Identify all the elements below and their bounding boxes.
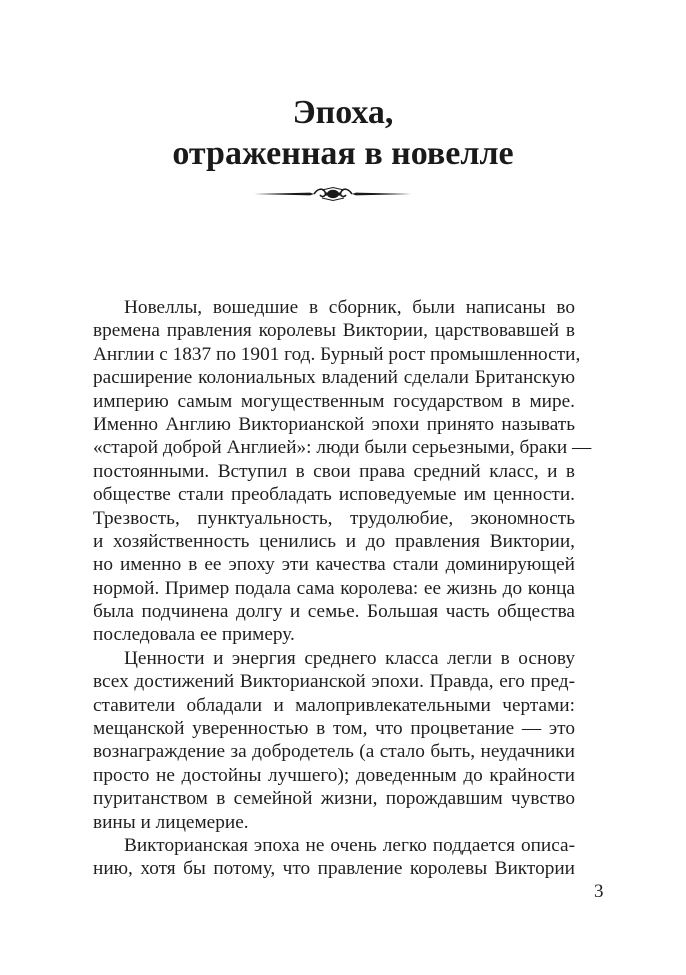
text-line: вознаграждение за добродетель (а стало быть, неудачники xyxy=(93,741,575,763)
text-line: но именно в ее эпоху эти качества стали доминирующей xyxy=(93,554,575,576)
text-line: Англии с 1837 по 1901 год. Бурный рост промышленности, xyxy=(93,343,581,365)
text-line: мещанской уверенностью в том, что процветание — это xyxy=(93,718,575,740)
text-line: Трезвость, пунктуальность, трудолюбие, экономность xyxy=(93,507,575,529)
text-line: нию, хотя бы потому, что правление королевы Виктории xyxy=(93,858,575,880)
chapter-title-line-1: Эпоха, xyxy=(292,94,394,131)
text-line: последовала ее примеру. xyxy=(93,624,295,646)
text-line: Ценности и энергия среднего класса легли в основу xyxy=(124,647,575,669)
text-line: вины и лицемерие. xyxy=(93,811,249,833)
body-text xyxy=(93,296,592,881)
text-line: нормой. Пример подала сама королева: ее жизнь до конца xyxy=(93,577,575,599)
text-line: обществе стали преобладать исповедуемые им ценности. xyxy=(93,484,575,506)
chapter-title xyxy=(0,92,686,174)
text-line: ставители обладали и малопривлекательными чертами: xyxy=(93,694,575,716)
page-number: 3 xyxy=(594,881,604,902)
text-line: была подчинена долгу и семье. Большая часть общества xyxy=(93,601,575,623)
text-line: Викторианская эпоха не очень легко поддается описа- xyxy=(124,834,575,856)
text-line: расширение колониальных владений сделали Британскую xyxy=(93,367,575,389)
text-line: всех достижений Викторианской эпохи. Правда, его пред- xyxy=(93,671,575,693)
text-line: Новеллы, вошедшие в сборник, были написаны во xyxy=(124,297,575,318)
text-line: времена правления королевы Виктории, царствовавшей в xyxy=(93,320,575,342)
ornamental-divider-icon xyxy=(252,184,414,204)
text-line: Именно Англию Викторианской эпохи принято называть xyxy=(93,413,575,435)
chapter-title-line-2: отраженная в новелле xyxy=(172,135,514,172)
text-line: просто не достойны лучшего); доведенным до крайности xyxy=(93,764,575,786)
text-line: пуританством в семейной жизни, порождавшим чувство xyxy=(93,788,575,810)
text-line: постоянными. Вступил в свои права средний класс, и в xyxy=(93,460,575,482)
text-line: империю самым могущественным государством в мире. xyxy=(93,390,575,412)
text-line: и хозяйственность ценились и до правления Виктории, xyxy=(93,530,575,552)
text-line: «старой доброй Англией»: люди были серьезными, браки — xyxy=(93,437,592,459)
